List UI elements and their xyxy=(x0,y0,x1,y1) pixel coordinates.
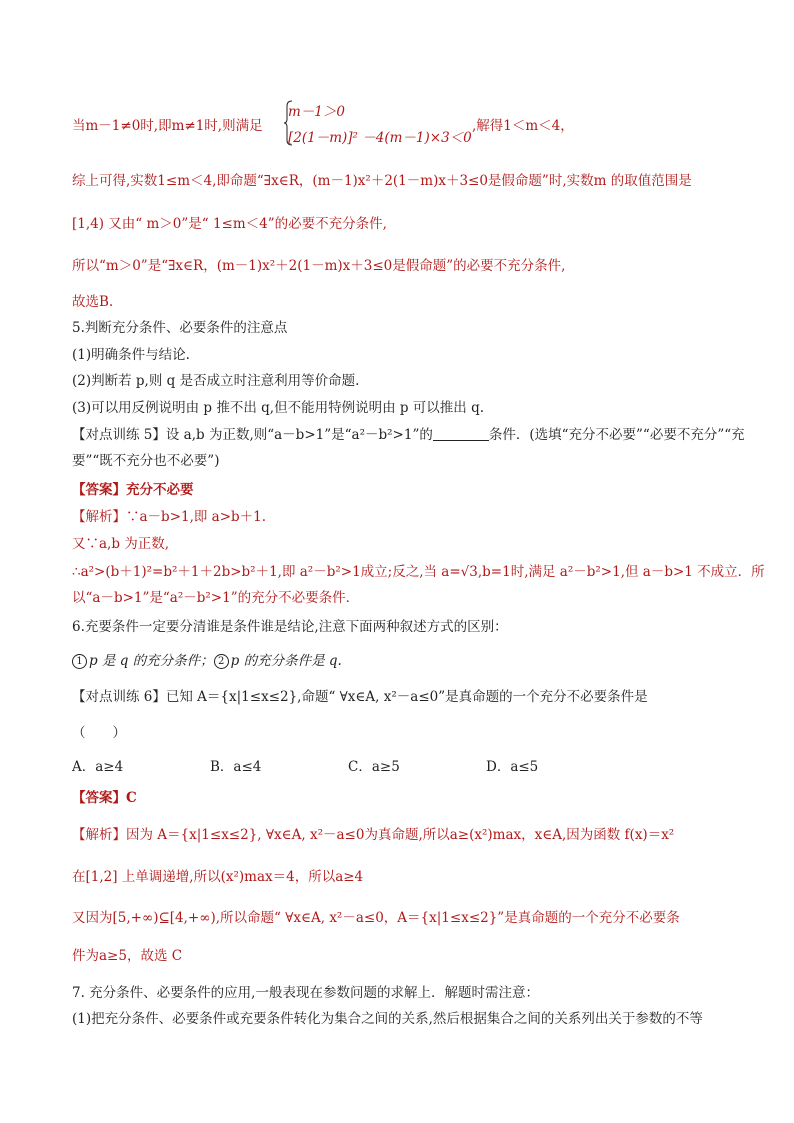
case-text: 当m－1≠0时,即m≠1时,则满足 xyxy=(72,118,263,134)
conclusion-line: 所以“m＞0”是“∃x∈R，(m－1)x²＋2(1－m)x＋3≤0是假命题”的必要不充分条件, xyxy=(72,258,566,274)
option-c: C．a≥5 xyxy=(348,759,400,775)
summary-line: 综上可得,实数1≤m＜4,即命题“∃x∈R，(m－1)x²＋2(1－m)x＋3≤0是假命题”时,实数m 的取值范围是 xyxy=(72,173,692,189)
option-a: A．a≥4 xyxy=(72,759,124,775)
section-6-distinction: 1 p 是 q 的充分条件； 2 p 的充分条件是 q. xyxy=(72,651,342,671)
solve-result: ,解得1＜m＜4， xyxy=(472,118,574,134)
exercise-6-answer: 【答案】C xyxy=(72,790,137,806)
option-d: D．a≤5 xyxy=(486,759,539,775)
analysis-line-4: 以“a－b>1”是“a²－b²>1”的充分不必要条件． xyxy=(72,590,360,606)
exercise-6-analysis-2: 在[1,2] 上单调递增,所以(x²)max＝4，所以a≥4 xyxy=(72,869,364,885)
option-b: B．a≤4 xyxy=(210,759,262,775)
exercise-6-analysis-1: 【解析】因为 A＝{x|1≤x≤2}, ∀x∈A, x²－a≤0为真命题,所以a≥(x²)max，x∈A,因为函数 f(x)＝x² xyxy=(72,827,675,843)
section-6-heading: 6.充要条件一定要分清谁是条件谁是结论,注意下面两种叙述方式的区别： xyxy=(72,619,508,635)
exercise-6-paren: （ ） xyxy=(72,725,126,741)
exercise-6-question: 【对点训练 6】已知 A＝{x|1≤x≤2},命题“ ∀x∈A, x²－a≤0”是真命题的一个充分不必要条件是 xyxy=(72,689,648,705)
choose-b-line: 故选B. xyxy=(72,294,114,310)
exercise-6-analysis-3: 又因为[5,+∞)⊆[4,+∞),所以命题“ ∀x∈A, x²－a≤0，A＝{x|1≤x≤2}”是真命题的一个充分不必要条 xyxy=(72,910,680,926)
solution-line-case xyxy=(72,116,263,136)
exercise-5-question: 【对点训练 5】设 a,b 为正数,则“a－b>1”是“a²－b²>1”的 条件．(选填“充分不必要”“必要不充分”“充 xyxy=(72,427,745,443)
exercise-5-answer: 【答案】充分不必要 xyxy=(72,482,194,498)
point-1: (1)明确条件与结论. xyxy=(72,347,190,363)
answer-blank xyxy=(433,427,489,441)
section-5-heading: 5.判断充分条件、必要条件的注意点 xyxy=(72,320,288,336)
point-3: (3)可以用反例说明由 p 推不出 q,但不能用特例说明由 p 可以推出 q. xyxy=(72,400,485,416)
circled-number-1: 1 xyxy=(72,654,87,669)
point-2: (2)判断若 p,则 q 是否成立时注意利用等价命题. xyxy=(72,373,360,389)
section-7-heading: 7. 充分条件、必要条件的应用,一般表现在参数问题的求解上．解题时需注意： xyxy=(72,985,539,1001)
section-7-point-1: (1)把充分条件、必要条件或充要条件转化为集合之间的关系,然后根据集合之间的关系列出关于参数的不等 xyxy=(72,1011,703,1027)
system-row-1: m－1＞0 xyxy=(288,104,345,120)
system-row-2: [2(1－m)]² －4(m－1)×3＜0 xyxy=(288,130,472,146)
analysis-line-2: 又∵a,b 为正数, xyxy=(72,536,170,552)
exercise-5-question-cont: 要”“既不充分也不必要”) xyxy=(72,453,220,469)
range-line: [1,4) 又由“ m＞0”是“ 1≤m＜4”的必要不充分条件, xyxy=(72,216,387,232)
exercise-5-analysis: 【解析】∵a－b>1,即 a>b＋1. xyxy=(72,509,267,525)
exercise-6-analysis-4: 件为a≥5，故选 C xyxy=(72,948,183,964)
analysis-line-3: ∴a²>(b＋1)²=b²＋1＋2b>b²＋1,即 a²－b²>1成立;反之,当 a=√3,b=1时,满足 a²－b²>1,但 a－b>1 不成立．所 xyxy=(72,564,765,580)
circled-number-2: 2 xyxy=(214,654,229,669)
